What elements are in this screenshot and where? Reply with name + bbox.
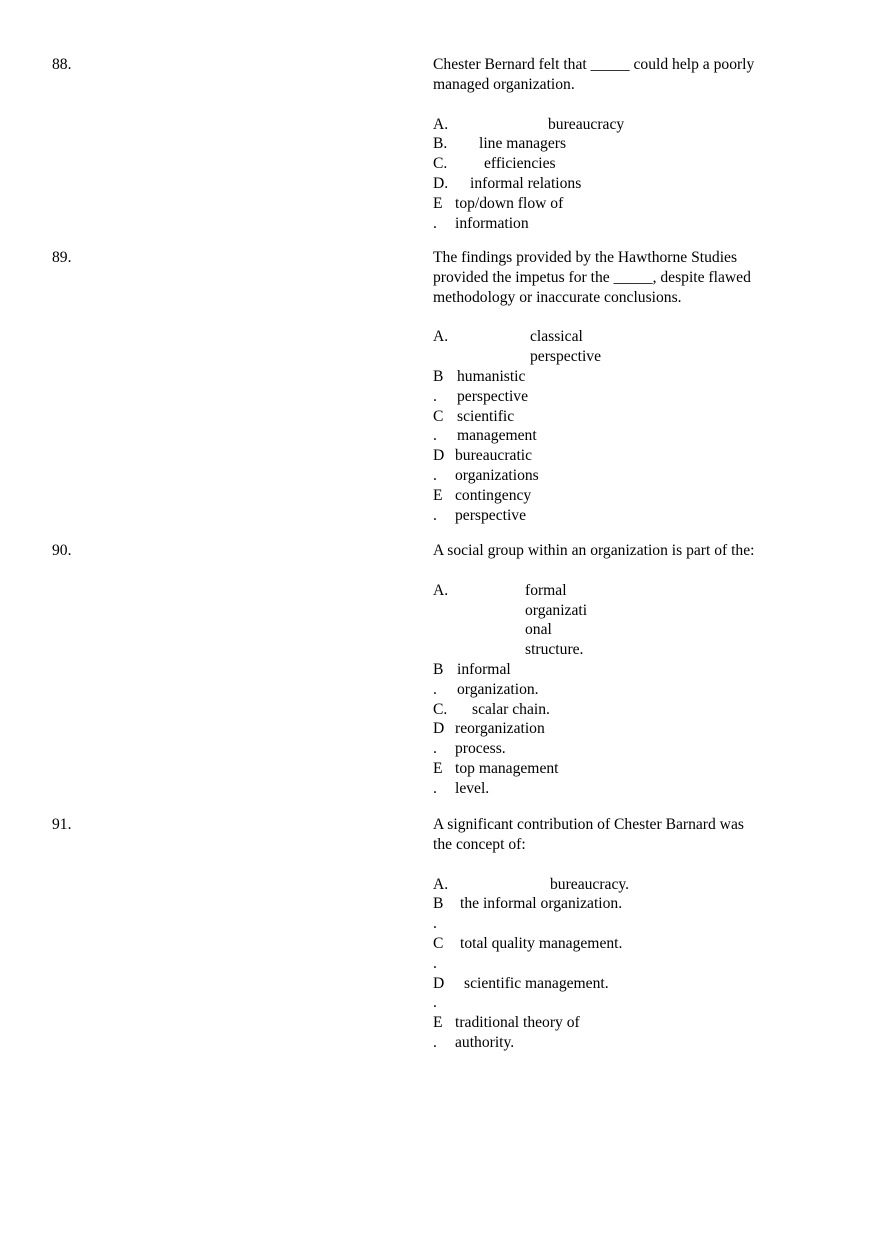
question-stem: The findings provided by the Hawthorne Studies provided the impetus for the _____, despite flawed methodology or inaccurate conclusions. [433, 249, 751, 306]
question-body [433, 55, 803, 233]
option-a: A. classical perspective [433, 328, 602, 366]
question-number: 88. [52, 56, 72, 73]
option-a: A. bureaucracy [433, 115, 625, 133]
answer-options [433, 327, 803, 525]
answer-options [433, 581, 813, 799]
option-e: E . top/down flow of information [433, 194, 564, 232]
option-e: E . top management level. [433, 759, 559, 797]
option-a: A. formal organizati onal structure. [433, 581, 588, 659]
option-c: C . total quality management. [433, 934, 623, 972]
question-number: 89. [52, 249, 72, 266]
option-c: C. scalar chain. [433, 700, 550, 718]
question-stem: A significant contribution of Chester Barnard was the concept of: [433, 816, 744, 853]
question-stem: Chester Bernard felt that _____ could help a poorly managed organization. [433, 56, 755, 93]
option-b: B . humanistic perspective [433, 367, 529, 405]
question-stem: A social group within an organization is part of the: [433, 542, 755, 559]
question-body [433, 541, 813, 799]
question-number: 90. [52, 542, 72, 559]
option-a: A. bureaucracy. [433, 875, 630, 893]
question-number: 91. [52, 816, 72, 833]
option-b: B . the informal organization. [433, 895, 623, 933]
option-d: D. informal relations [433, 174, 582, 192]
option-c: C. efficiencies [433, 155, 556, 173]
answer-options [433, 875, 803, 1053]
answer-options [433, 115, 803, 234]
option-d: D . bureaucratic organizations [433, 447, 539, 484]
option-e: E . contingency perspective [433, 486, 532, 524]
option-b: B. line managers [433, 135, 567, 153]
option-e: E . traditional theory of authority. [433, 1014, 580, 1051]
option-d: D . reorganization process. [433, 720, 545, 758]
question-body [433, 248, 803, 525]
question-body [433, 815, 803, 1053]
option-b: B . informal organization. [433, 660, 539, 698]
option-d: D . scientific management. [433, 974, 609, 1012]
option-c: C . scientific management [433, 407, 537, 445]
